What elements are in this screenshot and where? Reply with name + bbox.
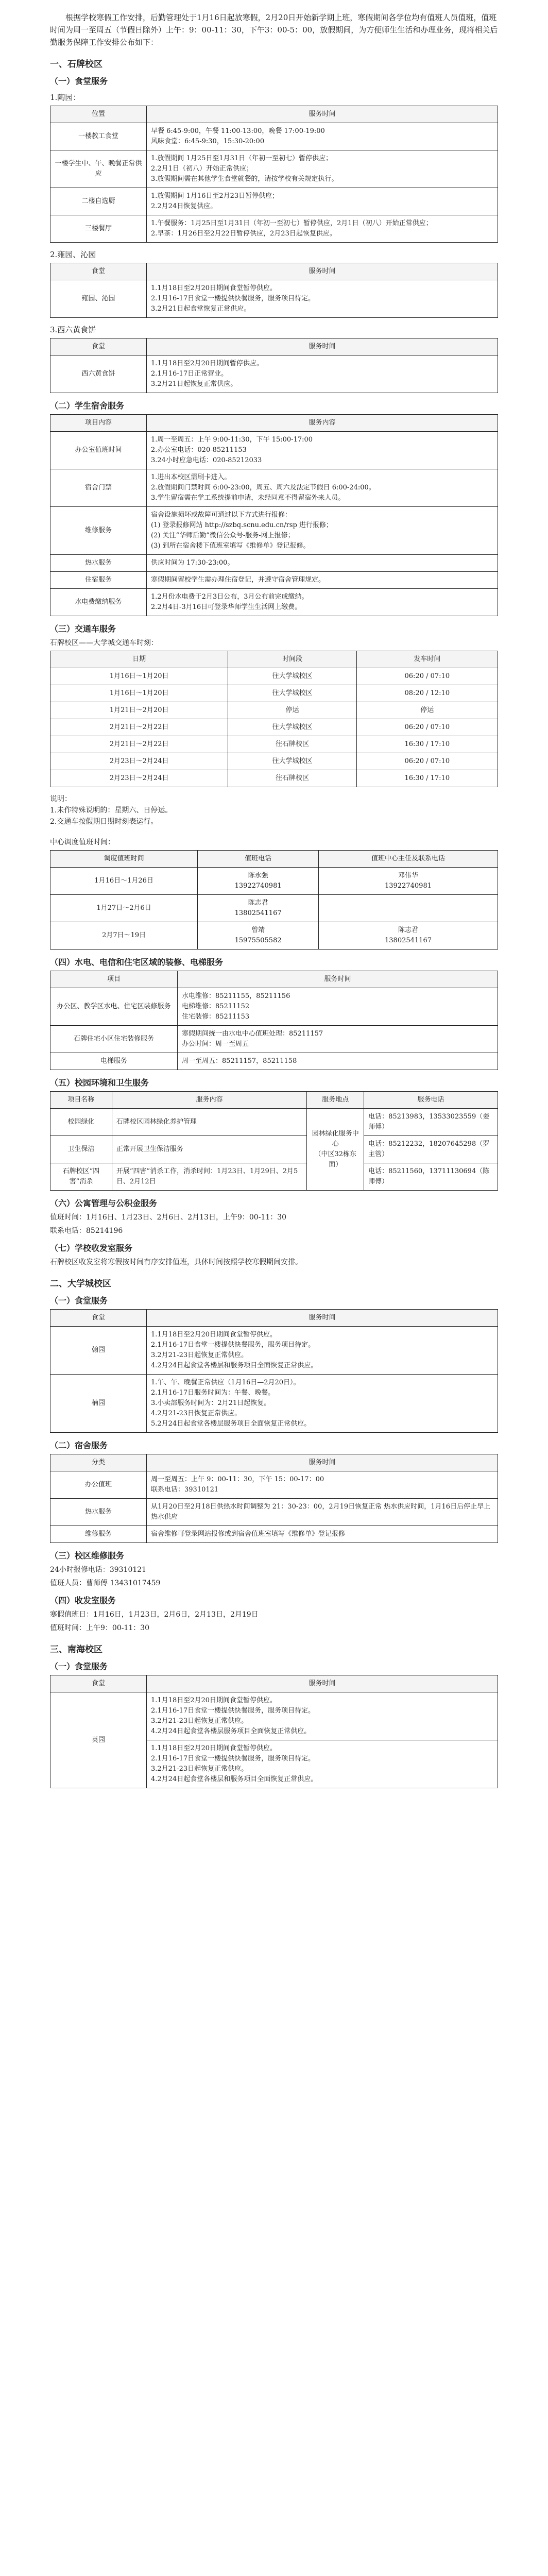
xiliu-label: 3.西六黄食饼	[50, 325, 96, 334]
item-cell: 石牌住宅小区住宅装修服务	[50, 1026, 178, 1053]
col-header: 服务内容	[112, 1092, 307, 1109]
env-heading: （五）校园环境和卫生服务	[50, 1078, 149, 1088]
table-row	[50, 753, 498, 770]
name-cell: 卫生保洁	[50, 1136, 112, 1163]
canteen-name-cell: 翰园	[50, 1327, 147, 1375]
time-cell: 1.午、午、晚餐正常供应（1月16日—2月20日）。 2.1月16-17日服务时间为：午餐、晚餐。 3.小卖部服务时间为：2月21日起恢复。 4.2月21-23日恢复正常供应。 5.2月24日起食堂各楼层服务项目全面恢复正常供应。	[147, 1375, 498, 1433]
desc-cell: 宿舍设施损坏或故障可通过以下方式进行报修： (1) 登录报修网站 http://szbq.scnu.edu.cn/rsp 进行报修； (2) 关注“华师后勤”微信公众号-服务-网上报修； (3) 到所在宿舍楼下值班室填写《维修单》登记报修。	[147, 507, 498, 555]
canteen-name-cell: 西六黄食饼	[50, 355, 147, 393]
c2-dorm-heading: （二）宿舍服务	[50, 1440, 108, 1450]
table-row	[50, 280, 498, 318]
col-header: 项目名称	[50, 1092, 112, 1109]
table-row	[50, 1053, 498, 1070]
tel-cell: 曾靖 15975505582	[198, 922, 319, 950]
table-row	[50, 1526, 498, 1543]
col-header: 服务时间	[147, 1310, 498, 1327]
kind-cell: 办公值班	[50, 1471, 147, 1499]
period-cell: 往大学城校区	[228, 753, 356, 770]
dorm-table	[50, 414, 498, 616]
place-cell	[307, 1109, 364, 1191]
col-header: 服务时间	[147, 1675, 498, 1692]
time-cell: 1.放假期间 1月25日至1月31日（年初一至初七）暂停供应； 2.2月1日（初八）开始正常供应； 3.放假期间需在其他学生食堂就餐的，请按学校有关规定执行。	[147, 150, 498, 188]
kind-cell: 热水服务	[50, 1499, 147, 1526]
table-row	[50, 1092, 498, 1109]
location-cell: 二楼自选厨	[50, 188, 147, 215]
head-cell: 邓伟华 13922740981	[319, 868, 498, 895]
c2-mail-heading: （四）收发室服务	[50, 1596, 116, 1605]
table-row	[50, 432, 498, 469]
period-cell: 往大学城校区	[228, 668, 356, 685]
table-row	[50, 851, 498, 868]
col-header: 日期	[50, 651, 228, 668]
item-cell: 电梯服务	[50, 1053, 178, 1070]
apt-phone: 联系电话：85214196	[50, 1227, 123, 1235]
table-row	[50, 702, 498, 719]
item-cell: 水电费缴纳服务	[50, 589, 147, 616]
taoyuan-table	[50, 106, 498, 243]
canteen-name-cell: 英园	[50, 1692, 147, 1788]
table-row	[50, 106, 498, 123]
repair-table	[50, 971, 498, 1070]
intro-paragraph: 根据学校寒假工作安排，后勤管理处于1月16日起放寒假，2月20日开始新学期上班，寒假期间各学位均有值班人员值班，值班时间为周一至周五（节假日除外）上午：9：00-11：30，下午3：00-5：00，放假期间，为方便师生生活和办理业务，现将相关后勤服务保障工作安排公布如下：	[50, 13, 498, 47]
c2-repair-contact: 值班人员：曹师傅 13431017459	[50, 1579, 161, 1587]
item-cell: 办公室值班时间	[50, 432, 147, 469]
date-cell: 2月23日～2月24日	[50, 770, 228, 787]
col-header: 调度值班时间	[50, 851, 198, 868]
env-table	[50, 1091, 498, 1191]
col-header: 值班电话	[198, 851, 319, 868]
table-row	[50, 1109, 498, 1136]
table-row	[50, 355, 498, 393]
col-header: 服务内容	[147, 415, 498, 432]
col-header: 分类	[50, 1454, 147, 1471]
table-row	[50, 1310, 498, 1327]
table-row	[50, 572, 498, 589]
date-cell: 1月16日～1月26日	[50, 868, 198, 895]
apt-heading: （六）公寓管理与公积金服务	[50, 1198, 158, 1208]
desc-cell: 开展“四害”消杀工作，消杀时间：1月23日、1月29日、2月5日、2月12日	[112, 1163, 307, 1191]
col-header: 位置	[50, 106, 147, 123]
location-cell: 三楼餐厅	[50, 215, 147, 243]
table-row	[50, 555, 498, 572]
period-cell: 停运	[228, 702, 356, 719]
item-cell: 热水服务	[50, 555, 147, 572]
mail-heading: （七）学校收发室服务	[50, 1243, 133, 1253]
period-cell: 往石牌校区	[228, 770, 356, 787]
head-cell: 陈志君 13802541167	[319, 922, 498, 950]
times-cell: 06:20 / 07:10	[356, 753, 498, 770]
table-row	[50, 263, 498, 280]
table-row	[50, 1327, 498, 1375]
desc-cell: 1.2月份水电费于2月3日公布，3月公布前完成缴纳。 2.2月4日-3月16日可登录华师学生生活网上缴费。	[147, 589, 498, 616]
time-cell: 1.1月18日至2月20日期间暂停供应。 2.1月16-17日正常营业。 3.2月21日起恢复正常供应。	[147, 355, 498, 393]
col-header: 食堂	[50, 263, 147, 280]
table-row	[50, 1163, 498, 1191]
desc-cell: 供应时间为 17:30-23:00。	[147, 555, 498, 572]
item-cell: 住宿服务	[50, 572, 147, 589]
desc-cell: 水电维修：85211155，85211156 电梯维修：85211152 住宅装修：85211153	[178, 988, 498, 1026]
tel-cell: 电话：85211560，13711130694（陈师傅）	[364, 1163, 498, 1191]
date-cell: 2月23日～2月24日	[50, 753, 228, 770]
table-row	[50, 1026, 498, 1053]
dispatch-table	[50, 850, 498, 950]
c2-canteen-heading: （一）食堂服务	[50, 1296, 108, 1306]
item-cell: 维修服务	[50, 507, 147, 555]
kind-cell: 维修服务	[50, 1526, 147, 1543]
col-header: 食堂	[50, 1310, 147, 1327]
table-row	[50, 668, 498, 685]
table-row	[50, 1675, 498, 1692]
canteen-name-cell: 楠园	[50, 1375, 147, 1433]
repair-heading: （四）水电、电信和住宅区域的装修、电梯服务	[50, 957, 224, 967]
date-cell: 2月7日～19日	[50, 922, 198, 950]
c2-mail-text: 寒假值班日：1月16日，1月23日，2月6日，2月13日，2月19日	[50, 1611, 259, 1619]
c2-canteen-table	[50, 1309, 498, 1433]
col-header: 值班中心主任及联系电话	[319, 851, 498, 868]
date-cell: 1月16日～1月20日	[50, 685, 228, 702]
campus-shipai-heading: 一、石牌校区	[50, 59, 102, 70]
place-line: （中区32栋东面）	[314, 1150, 357, 1168]
tel-cell: 陈志君 13802541167	[198, 895, 319, 922]
time-cell: 周一至周五：上午 9：00-11：30，下午 15：00-17：00 联系电话：39310121	[147, 1471, 498, 1499]
c3-canteen-table	[50, 1675, 498, 1788]
table-row	[50, 1692, 498, 1740]
table-row	[50, 150, 498, 188]
table-row	[50, 719, 498, 736]
table-row	[50, 469, 498, 507]
apt-time: 值班时间：1月16日、1月23日、2月6日、2月13日，上午9：00-11：30	[50, 1213, 287, 1222]
traffic-heading: （三）交通车服务	[50, 624, 116, 634]
c2-repair-phone: 24小时报修电话：39310121	[50, 1566, 147, 1574]
table-row	[50, 123, 498, 150]
time-cell: 1.1月18日至2月20日期间食堂暂停供应。 2.1月16-17日食堂一楼提供快餐服务，服务项目待定。 3.2月21-23日起恢复正常供应。 4.2月24日起食堂各楼层服务项目全面恢复正常供应。	[147, 1692, 498, 1740]
desc-cell: 寒假期间统一由水电中心值班处理：85211157 办公时间：周一至周五	[178, 1026, 498, 1053]
desc-cell: 1.周一至周五：上午 9:00-11:30，下午 15:00-17:00 2.办公室电话：020-85211153 3.24小时应急电话：020-85212033	[147, 432, 498, 469]
time-cell: 1.1月18日至2月20日期间食堂暂停供应。 2.1月16-17日食堂一楼提供快餐服务，服务项目待定。 3.2月21-23日起恢复正常供应。 4.2月24日起食堂各楼层和服务项目全面恢复正常供应。	[147, 1740, 498, 1788]
times-cell: 16:30 / 17:10	[356, 770, 498, 787]
desc-cell: 石牌校区园林绿化养护管理	[112, 1109, 307, 1136]
table-row	[50, 589, 498, 616]
col-header: 服务电话	[364, 1092, 498, 1109]
col-header: 服务时间	[147, 263, 498, 280]
times-cell: 06:20 / 07:10	[356, 719, 498, 736]
times-cell: 停运	[356, 702, 498, 719]
name-cell: 校园绿化	[50, 1109, 112, 1136]
table-row	[50, 988, 498, 1026]
period-cell: 往大学城校区	[228, 719, 356, 736]
desc-cell: 寒假期间留校学生需办理住宿登记，并遵守宿舍管理规定。	[147, 572, 498, 589]
head-cell	[319, 895, 498, 922]
table-row	[50, 922, 498, 950]
canteen-heading: （一）食堂服务	[50, 76, 108, 86]
c3-canteen-heading: （一）食堂服务	[50, 1662, 108, 1671]
col-header: 项目	[50, 971, 178, 988]
period-cell: 往大学城校区	[228, 685, 356, 702]
col-header: 服务时间	[147, 338, 498, 355]
col-header: 食堂	[50, 338, 147, 355]
table-row	[50, 1136, 498, 1163]
desc-cell: 1.进出本校区需刷卡进入。 2.放假期间门禁时间 6:00-23:00，周五、周六及法定节假日 6:00-24:00。 3.学生留宿需在学工系统提前申请，未经同意不得留宿外来人员。	[147, 469, 498, 507]
time-cell: 1.放假期间 1月16日至2月23日暂停供应； 2.2月24日恢复供应。	[147, 188, 498, 215]
yongyuan-table	[50, 263, 498, 318]
location-cell: 一楼学生中、午、晚餐正常供应	[50, 150, 147, 188]
xiliu-table	[50, 338, 498, 393]
time-cell: 1.午餐服务：1月25日至1月31日（年初一至初七）暂停供应，2月1日（初八）开始正常供应； 2.早茶：1月26日至2月22日暂停供应，2月23日起恢复供应。	[147, 215, 498, 243]
dorm-heading: （二）学生宿舍服务	[50, 401, 125, 411]
col-header: 食堂	[50, 1675, 147, 1692]
dispatch-note: 中心调度值班时间：	[50, 838, 115, 846]
date-cell: 1月21日～2月20日	[50, 702, 228, 719]
traffic-table	[50, 651, 498, 787]
desc-cell: 周一至周五：85211157，85211158	[178, 1053, 498, 1070]
period-cell: 往石牌校区	[228, 736, 356, 753]
col-header: 项目内容	[50, 415, 147, 432]
item-cell: 办公区、教学区水电、住宅区装修服务	[50, 988, 178, 1026]
time-cell: 从1月20日至2月18日供热水时间调整为 21：30-23：00，2月19日恢复正常 热水供应时间，1月16日后停止早上热水供应	[147, 1499, 498, 1526]
desc-cell: 正常开展卫生保洁服务	[112, 1136, 307, 1163]
table-row	[50, 1471, 498, 1499]
table-row	[50, 895, 498, 922]
traffic-remarks: 说明： 1.未作特殊说明的：星期六、日停运。 2.交通车按假期日期时刻表运行。	[50, 795, 173, 826]
time-cell: 宿舍维修可登录网站报修或到宿舍值班室填写《维修单》登记报修	[147, 1526, 498, 1543]
table-row	[50, 651, 498, 668]
col-header: 服务时间	[147, 1454, 498, 1471]
time-cell: 1.1月18日至2月20日期间食堂暂停供应。 2.1月16-17日食堂一楼提供快餐服务，服务项目待定。 3.2月21-23日起恢复正常供应。 4.2月24日起食堂各楼层和服务项目全面恢复正常供应。	[147, 1327, 498, 1375]
c2-repair-heading: （三）校区维修服务	[50, 1551, 125, 1561]
time-cell: 早餐 6:45-9:00，午餐 11:00-13:00，晚餐 17:00-19:00 风味食堂：6:45-9:30，15:30-20:00	[147, 123, 498, 150]
col-header: 服务时间	[178, 971, 498, 988]
col-header: 服务时间	[147, 106, 498, 123]
article-body	[50, 0, 498, 1825]
tel-cell: 电话：85212232，18207645298（罗主管）	[364, 1136, 498, 1163]
date-cell: 1月27日～2月6日	[50, 895, 198, 922]
times-cell: 16:30 / 17:10	[356, 736, 498, 753]
times-cell: 08:20 / 12:10	[356, 685, 498, 702]
campus-nanhai-heading: 三、南海校区	[50, 1645, 102, 1655]
table-row	[50, 1375, 498, 1433]
place-line: 园林绿化服务中心	[312, 1130, 359, 1148]
yongyuan-label: 2.雍园、沁园	[50, 250, 96, 259]
c2-mail-time: 值班时间：上午9：00-11：30	[50, 1624, 150, 1632]
tel-cell: 陈永强 13922740981	[198, 868, 319, 895]
table-row	[50, 1454, 498, 1471]
col-header: 发车时间	[356, 651, 498, 668]
table-row	[50, 868, 498, 895]
date-cell: 1月16日～1月20日	[50, 668, 228, 685]
date-cell: 2月21日～2月22日	[50, 736, 228, 753]
table-row	[50, 338, 498, 355]
mail-note: 石牌校区收发室将寒假按时间有序安排值班，具体时间按照学校寒假期间安排。	[50, 1258, 302, 1266]
table-row	[50, 685, 498, 702]
table-row	[50, 736, 498, 753]
col-header: 时间段	[228, 651, 356, 668]
table-row	[50, 215, 498, 243]
table-row	[50, 1499, 498, 1526]
traffic-note: 石牌校区——大学城交通车时刻：	[50, 639, 158, 647]
table-row	[50, 188, 498, 215]
table-row	[50, 507, 498, 555]
campus-university-town-heading: 二、大学城校区	[50, 1279, 111, 1289]
item-cell: 宿舍门禁	[50, 469, 147, 507]
name-cell: 石牌校区“四害”消杀	[50, 1163, 112, 1191]
table-row	[50, 415, 498, 432]
date-cell: 2月21日～2月22日	[50, 719, 228, 736]
table-row	[50, 971, 498, 988]
times-cell: 06:20 / 07:10	[356, 668, 498, 685]
c2-dorm-table	[50, 1454, 498, 1543]
col-header: 服务地点	[307, 1092, 364, 1109]
canteen-name-cell: 雍园、沁园	[50, 280, 147, 318]
location-cell: 一楼教工食堂	[50, 123, 147, 150]
time-cell: 1.1月18日至2月20日期间食堂暂停供应。 2.1月16-17日食堂一楼提供快餐服务，服务项目待定。 3.2月21日起食堂恢复正常供应。	[147, 280, 498, 318]
table-row	[50, 770, 498, 787]
tel-cell: 电话：85213983，13533023559（姜师傅）	[364, 1109, 498, 1136]
taoyuan-label: 1.陶园：	[50, 93, 81, 102]
